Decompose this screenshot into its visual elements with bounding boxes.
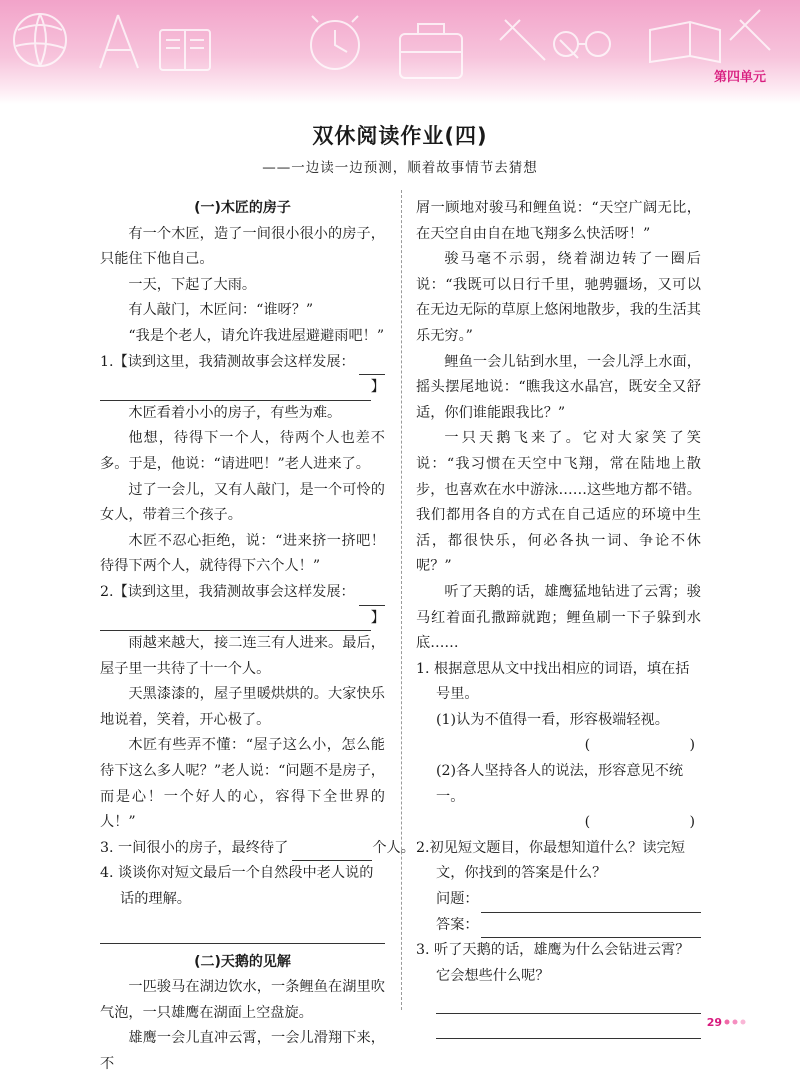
answer-blank[interactable]	[100, 384, 371, 401]
answer-field-input[interactable]	[481, 921, 701, 938]
sub-question: (1)认为不值得一看，形容极端轻视。	[436, 711, 669, 728]
question-2: 2.初见短文题目，你最想知道什么？读完短文，你找到的答案是什么？	[416, 839, 685, 882]
section-title: (一)木匠的房子	[194, 200, 291, 216]
column-divider	[401, 190, 402, 1010]
question-1: 1. 根据意思从文中找出相应的词语，填在括号里。	[416, 660, 690, 703]
question-4: 4. 谈谈你对短文最后一个自然段中老人说的话的理解。	[100, 865, 374, 908]
question-label: 2.【读到这里，我猜测故事会这样发展：	[100, 583, 355, 600]
paragraph: 过了一会儿，又有人敲门，是一个可怜的女人，带着三个孩子。	[100, 481, 385, 524]
question-2	[100, 580, 385, 606]
paragraph: 他想，待得下一个人，待两个人也差不多。于是，他说：“请进吧！”老人进来了。	[100, 430, 385, 472]
close-bracket: 】	[370, 609, 385, 626]
question-3: 3. 听了天鹅的话，雄鹰为什么会钻进云霄？它会想些什么呢？	[416, 942, 690, 984]
answer-blank[interactable]	[359, 589, 385, 606]
paragraph: 骏马毫不示弱，绕着湖边转了一圈后说：“我既可以日行千里，驰骋疆场，又可以在无边无际的草原上悠闲地散步，我的生活其乐无穷。”	[416, 251, 701, 344]
answer-field-label: 答案：	[436, 916, 479, 933]
paragraph: 有人敲门，木匠问：“谁呀？”	[128, 302, 314, 319]
answer-parentheses[interactable]: ( )	[584, 737, 695, 754]
right-column	[416, 196, 701, 1039]
page-subtitle: ——一边读一边预测，顺着故事情节去猜想	[262, 160, 538, 176]
question-text: 3. 一间很小的房子，最终待了	[100, 839, 289, 856]
page-title: 双休阅读作业(四)	[312, 124, 488, 148]
unit-label: 第四单元	[713, 70, 766, 85]
left-column	[100, 196, 415, 1078]
question-1	[100, 350, 385, 376]
answer-line[interactable]	[100, 927, 385, 944]
decorative-dots-icon	[724, 1019, 746, 1025]
question-3	[100, 836, 415, 862]
paragraph: 雨越来越大，接二连三有人进来。最后，屋子里一共待了十一个人。	[100, 635, 385, 677]
school-doodles-icon	[0, 0, 800, 104]
sub-question: (2)各人坚持各人的说法，形容意见不统一。	[436, 763, 684, 805]
answer-line[interactable]	[436, 997, 701, 1014]
close-bracket: 】	[370, 379, 385, 396]
question-field-row	[416, 887, 701, 913]
paragraph: 有一个木匠，造了一间很小很小的房子，只能住下他自己。	[100, 225, 385, 268]
paragraph: 木匠不忍心拒绝，说：“进来挤一挤吧！待得下两个人，就待得下六个人！”	[100, 532, 385, 575]
question-field-input[interactable]	[481, 896, 701, 913]
paragraph: 一天，下起了大雨。	[128, 276, 257, 293]
paragraph: 听了天鹅的话，雄鹰猛地钻进了云霄；骏马红着面孔撒蹄就跑；鲤鱼刷一下子躲到水底……	[416, 583, 701, 652]
paragraph: “我是个老人，请允许我进屋避避雨吧！”	[128, 327, 385, 344]
answer-field-row	[416, 913, 701, 939]
paragraph: 雄鹰一会儿直冲云霄，一会儿滑翔下来，不	[100, 1030, 385, 1072]
paragraph: 一匹骏马在湖边饮水，一条鲤鱼在湖里吹气泡，一只雄鹰在湖面上空盘旋。	[100, 979, 385, 1021]
header-banner	[0, 0, 800, 104]
paragraph: 鲤鱼一会儿钻到水里，一会儿浮上水面，摇头摆尾地说：“瞧我这水晶宫，既安全又舒适，你们谁能跟我比？”	[416, 353, 701, 421]
question-text: 个人。	[372, 839, 415, 856]
paragraph: 木匠有些弄不懂：“屋子这么小，怎么能待下这么多人呢？”老人说：“问题不是房子，而是心！一个好人的心，容得下全世界的人！”	[100, 737, 385, 831]
answer-blank[interactable]	[359, 358, 385, 375]
answer-parentheses[interactable]: ( )	[584, 814, 695, 831]
question-label: 1.【读到这里，我猜测故事会这样发展：	[100, 353, 355, 370]
question-2-line2	[100, 606, 385, 632]
answer-blank[interactable]	[292, 844, 372, 861]
answer-blank[interactable]	[100, 614, 371, 631]
question-field-label: 问题：	[436, 891, 479, 908]
paragraph: 木匠看着小小的房子，有些为难。	[128, 404, 342, 421]
section-title: (二)天鹅的见解	[194, 953, 291, 970]
paragraph: 屑一顾地对骏马和鲤鱼说：“天空广阔无比，在天空自由自在地飞翔多么快活呀！”	[416, 200, 701, 242]
paragraph: 一只天鹅飞来了。它对大家笑了笑说：“我习惯在天空中飞翔，常在陆地上散步，也喜欢在水中游泳……这些地方都不错。我们都用各自的方式在自己适应的环境中生活，都很快乐，何必各执一词、争论不休呢？”	[416, 430, 701, 575]
paragraph: 天黑漆漆的，屋子里暖烘烘的。大家快乐地说着，笑着，开心极了。	[100, 686, 385, 728]
question-1-line2	[100, 375, 385, 401]
page-number: 29	[706, 1016, 722, 1029]
